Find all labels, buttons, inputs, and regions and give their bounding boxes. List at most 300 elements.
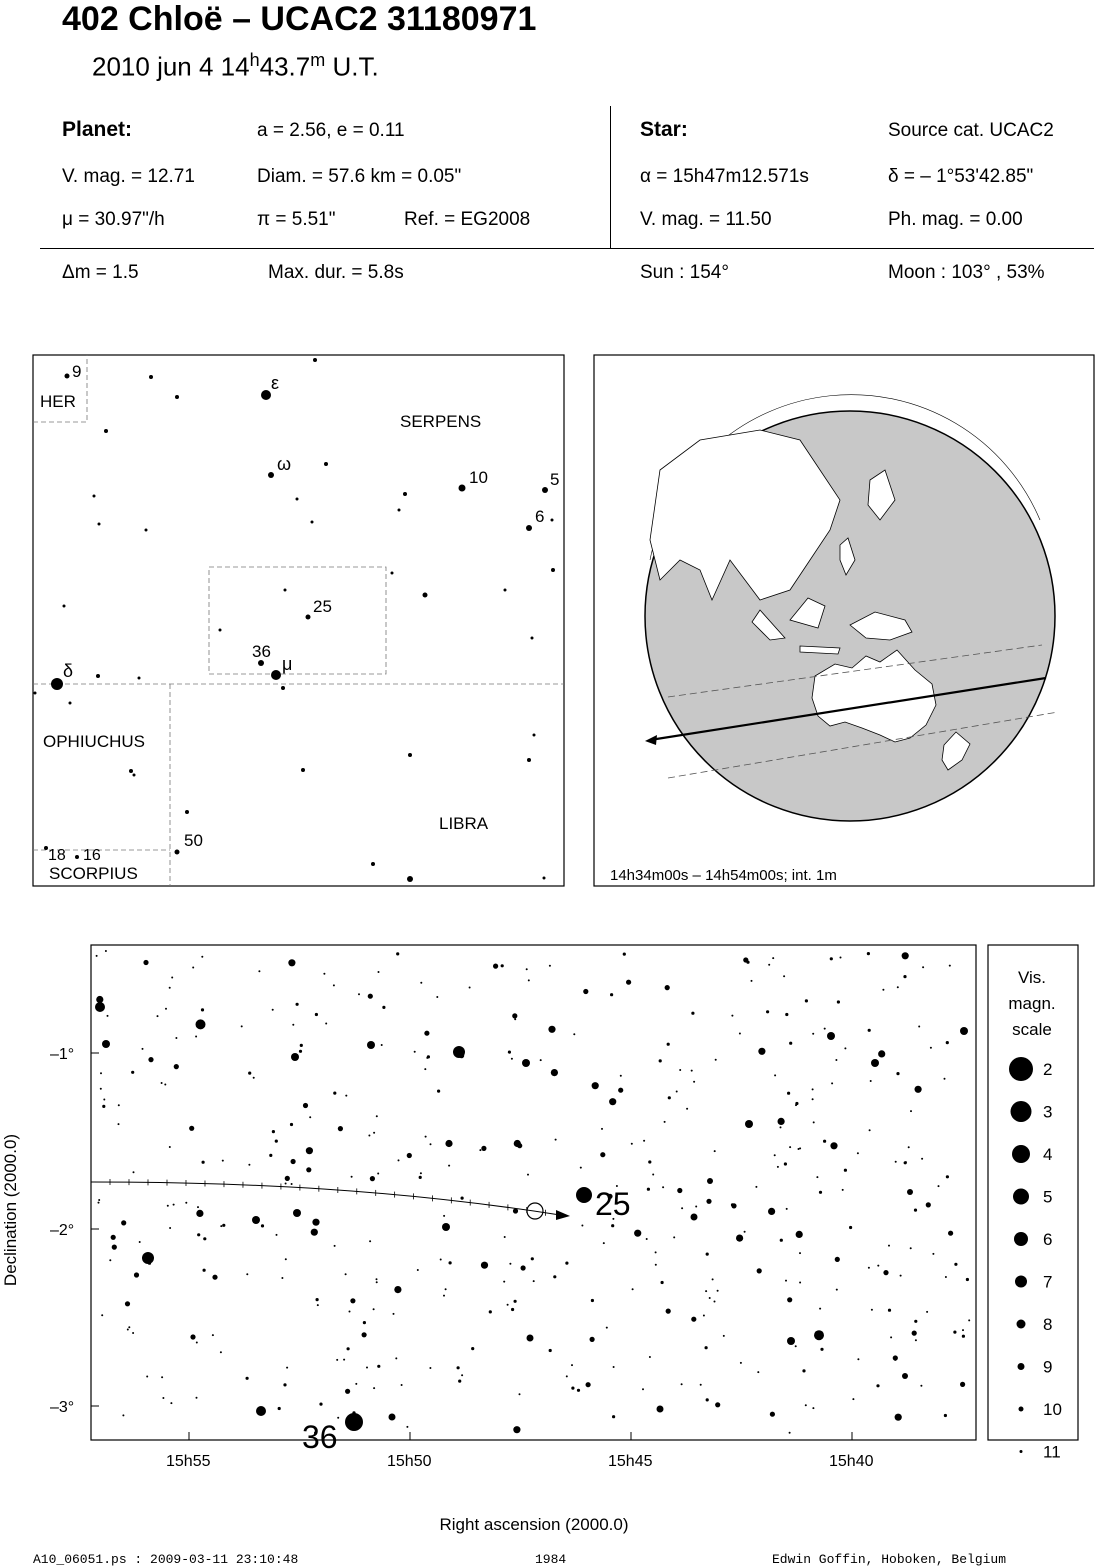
field-star xyxy=(896,1072,899,1075)
field-star xyxy=(652,1174,654,1176)
field-star xyxy=(693,1081,695,1083)
field-star xyxy=(812,1088,814,1090)
finder-star xyxy=(98,523,101,526)
legend-items xyxy=(1009,1057,1062,1462)
field-star xyxy=(743,957,748,962)
shadow-arrow xyxy=(645,735,657,745)
field-star xyxy=(703,1315,705,1317)
field-star xyxy=(540,1059,542,1061)
field-star xyxy=(118,1123,120,1125)
field-star xyxy=(514,1018,516,1020)
field-star xyxy=(489,1310,492,1313)
bright-field-star xyxy=(691,1214,698,1221)
field-star xyxy=(849,1226,852,1229)
field-star xyxy=(368,1135,370,1137)
legend-dot xyxy=(1015,1276,1027,1288)
field-star xyxy=(531,1257,534,1260)
planet-parallax: π = 5.51" xyxy=(257,209,336,230)
field-star xyxy=(705,1290,707,1292)
field-star xyxy=(609,1098,616,1105)
field-star xyxy=(770,1412,775,1417)
field-star xyxy=(222,1160,224,1162)
finder-star xyxy=(219,629,222,632)
field-star xyxy=(334,1245,336,1247)
field-star xyxy=(458,1380,461,1383)
sun-elongation: Sun : 154° xyxy=(640,262,729,283)
field-star xyxy=(882,989,884,991)
field-star xyxy=(642,1388,644,1390)
field-star xyxy=(355,1383,357,1385)
field-star xyxy=(798,1148,800,1150)
minute-sup: m xyxy=(310,50,326,70)
const-ophiuchus: OPHIUCHUS xyxy=(43,732,146,751)
field-star xyxy=(611,1224,614,1227)
finder-star xyxy=(398,509,401,512)
field-star xyxy=(281,1277,283,1279)
x-ticks xyxy=(189,1432,852,1440)
field-star xyxy=(246,1273,248,1275)
field-star xyxy=(787,1297,792,1302)
field-star xyxy=(757,1268,762,1273)
label-epsilon: ε xyxy=(271,373,280,393)
label-mu: μ xyxy=(282,654,293,674)
field-star xyxy=(285,1183,287,1185)
label-omega: ω xyxy=(277,454,292,474)
field-star xyxy=(938,1185,940,1187)
y-tick-1: –1° xyxy=(50,1046,75,1063)
field-star xyxy=(189,1126,194,1131)
field-star xyxy=(350,1298,355,1303)
field-star xyxy=(921,1158,923,1160)
date-text: 2010 jun 4 14 xyxy=(92,51,250,82)
field-star xyxy=(118,1104,120,1106)
field-star xyxy=(306,1147,313,1154)
x-tick-2: 15h50 xyxy=(387,1453,432,1470)
star-source: Source cat. UCAC2 xyxy=(888,120,1054,141)
field-star xyxy=(258,970,260,972)
field-star xyxy=(869,1129,871,1131)
field-star xyxy=(805,999,808,1002)
field-star xyxy=(695,1206,697,1208)
label-16: 16 xyxy=(83,847,101,864)
field-star xyxy=(606,1327,608,1329)
field-star xyxy=(420,982,422,984)
field-star xyxy=(926,1202,931,1207)
field-star xyxy=(161,1082,163,1084)
star-dec: δ = – 1°53'42.85" xyxy=(888,166,1034,187)
legend-dot xyxy=(1014,1232,1028,1246)
field-star xyxy=(772,957,774,959)
planet-motion: μ = 30.97"/h xyxy=(62,209,165,230)
field-star xyxy=(842,1189,844,1191)
field-star xyxy=(241,1025,243,1027)
field-star xyxy=(253,1077,255,1079)
field-star xyxy=(571,1387,574,1390)
field-star xyxy=(926,1311,928,1313)
field-star xyxy=(196,1210,203,1217)
field-star xyxy=(903,975,906,978)
field-star xyxy=(407,1153,412,1158)
legend-dot xyxy=(1017,1320,1026,1329)
finder-star xyxy=(185,810,189,814)
field-star xyxy=(647,1188,650,1191)
field-star xyxy=(835,1257,840,1262)
field-star xyxy=(819,1191,822,1194)
finder-star xyxy=(149,375,153,379)
field-star xyxy=(514,1140,521,1147)
field-star xyxy=(914,1320,917,1323)
field-star xyxy=(830,1142,837,1149)
field-star xyxy=(883,1270,888,1275)
field-star xyxy=(691,1317,696,1322)
finder-star xyxy=(504,589,507,592)
field-star xyxy=(125,1301,130,1306)
field-star xyxy=(319,1403,322,1406)
field-star xyxy=(479,1149,481,1151)
field-star xyxy=(102,1105,105,1108)
field-star xyxy=(786,1208,788,1210)
field-star xyxy=(162,1397,164,1399)
finder-star xyxy=(175,850,180,855)
globe-panel xyxy=(594,355,1094,886)
field-star xyxy=(169,1146,171,1148)
field-star xyxy=(501,964,504,967)
field-star xyxy=(888,1245,890,1247)
field-star xyxy=(437,1090,440,1093)
page-title: 402 Chloë – UCAC2 31180971 xyxy=(62,0,537,38)
field-star xyxy=(905,1161,907,1163)
field-star xyxy=(601,1128,603,1130)
field-star xyxy=(508,1051,511,1054)
delta-mag: Δm = 1.5 xyxy=(62,262,139,283)
field-star xyxy=(868,1029,871,1032)
field-star xyxy=(306,1167,311,1172)
bright-field-star xyxy=(102,1040,110,1048)
field-star xyxy=(333,1092,336,1095)
finder-star xyxy=(93,495,96,498)
field-star xyxy=(780,1239,783,1242)
field-star xyxy=(139,1241,141,1243)
field-star xyxy=(918,1026,920,1028)
legend-mag-label: 5 xyxy=(1043,1187,1053,1207)
detail-frame xyxy=(91,945,976,1440)
field-star xyxy=(222,1224,225,1227)
legend-mag-label: 3 xyxy=(1043,1102,1053,1122)
field-star xyxy=(493,964,498,969)
field-star xyxy=(349,1311,351,1313)
field-star xyxy=(714,1301,716,1303)
field-star xyxy=(323,973,325,975)
field-star xyxy=(912,1331,917,1336)
field-star xyxy=(299,1050,302,1053)
finder-star xyxy=(542,487,548,493)
field-star xyxy=(836,1289,838,1291)
field-star xyxy=(175,1037,177,1039)
footer-code: 1984 xyxy=(535,1552,567,1567)
field-star xyxy=(649,1356,651,1358)
field-star xyxy=(196,1019,206,1029)
field-star xyxy=(469,987,471,989)
field-star xyxy=(190,1334,195,1339)
field-star xyxy=(777,1166,779,1168)
field-star xyxy=(286,1367,288,1369)
field-star xyxy=(648,1160,651,1163)
finder-star xyxy=(459,485,466,492)
field-star xyxy=(551,1069,558,1076)
field-star xyxy=(910,1110,912,1112)
field-star xyxy=(395,1357,397,1359)
field-star xyxy=(768,964,770,966)
field-star xyxy=(774,1154,776,1156)
field-star xyxy=(111,1235,116,1240)
field-star xyxy=(345,1273,347,1275)
field-star xyxy=(744,1231,746,1233)
finder-star xyxy=(104,429,108,433)
bright-field-star xyxy=(657,1406,664,1413)
finder-map xyxy=(33,355,564,886)
field-star xyxy=(363,1321,366,1324)
field-star xyxy=(620,1075,622,1077)
field-star xyxy=(376,1281,378,1283)
field-star xyxy=(755,1186,757,1188)
field-star xyxy=(795,1345,797,1347)
field-star xyxy=(840,957,842,959)
bright-field-star xyxy=(256,1406,266,1416)
finder-star xyxy=(423,593,428,598)
legend-dot xyxy=(1011,1101,1032,1122)
field-star xyxy=(157,1015,159,1017)
field-star xyxy=(203,1237,206,1240)
field-star xyxy=(358,993,360,995)
field-star xyxy=(443,1215,445,1217)
field-star xyxy=(664,1121,666,1123)
finder-star xyxy=(34,692,37,695)
label-delta: δ xyxy=(63,661,74,681)
globe-caption: 14h34m00s – 14h54m00s; int. 1m xyxy=(610,867,837,884)
field-star xyxy=(133,1171,135,1173)
field-star xyxy=(376,1115,378,1117)
field-star xyxy=(291,1183,293,1185)
field-star xyxy=(581,1225,583,1227)
field-star xyxy=(712,1278,714,1280)
field-star xyxy=(203,1269,206,1272)
field-star xyxy=(291,1159,296,1164)
field-star xyxy=(212,1334,214,1336)
field-star xyxy=(686,1108,688,1110)
field-star xyxy=(283,1383,286,1386)
field-star xyxy=(835,1059,837,1061)
field-star xyxy=(565,1262,568,1265)
field-star xyxy=(548,1026,555,1033)
field-star xyxy=(714,1150,716,1152)
field-star xyxy=(812,1033,814,1035)
const-libra: LIBRA xyxy=(439,814,489,833)
bright-field-star xyxy=(827,1032,835,1040)
field-star xyxy=(667,1043,670,1046)
field-star xyxy=(507,1304,509,1306)
finder-star xyxy=(129,769,133,773)
field-star xyxy=(436,996,438,998)
finder-star xyxy=(391,572,394,575)
finder-star xyxy=(324,462,328,466)
field-star xyxy=(169,1227,171,1229)
field-star xyxy=(220,1351,222,1353)
label-25: 25 xyxy=(313,597,332,616)
field-star xyxy=(705,1346,708,1349)
field-star xyxy=(303,1103,308,1108)
field-star xyxy=(429,1367,431,1369)
bright-field-star xyxy=(527,1335,534,1342)
field-star xyxy=(795,1102,798,1105)
label-18: 18 xyxy=(48,847,66,864)
field-star xyxy=(805,1404,807,1406)
field-star xyxy=(202,1161,205,1164)
field-star xyxy=(398,1159,400,1161)
field-star xyxy=(445,1140,452,1147)
field-star xyxy=(789,1146,791,1148)
bright-field-star xyxy=(745,1120,753,1128)
field-star xyxy=(426,1057,428,1059)
field-star xyxy=(195,1036,197,1038)
x-tick-4: 15h40 xyxy=(829,1453,874,1470)
field-star xyxy=(261,1224,264,1227)
field-star xyxy=(962,1335,965,1338)
field-star xyxy=(146,1376,148,1378)
const-serpens: SERPENS xyxy=(400,412,482,431)
legend-mag-label: 4 xyxy=(1043,1145,1053,1164)
field-star xyxy=(461,1197,464,1200)
field-star xyxy=(373,1308,375,1310)
field-star xyxy=(954,1263,957,1266)
field-star xyxy=(623,953,626,956)
field-star xyxy=(922,966,924,968)
finder-star xyxy=(261,390,271,400)
star-25-label: 25 xyxy=(595,1186,631,1222)
field-star xyxy=(717,1290,719,1292)
field-star xyxy=(895,1161,897,1163)
field-star xyxy=(368,994,373,999)
field-star xyxy=(870,1080,872,1082)
bright-field-star xyxy=(367,1041,375,1049)
label-36: 36 xyxy=(252,642,271,661)
field-star xyxy=(962,1329,964,1331)
y-tick-3: –3° xyxy=(50,1399,75,1416)
field-star xyxy=(610,993,613,996)
field-star xyxy=(888,1309,891,1312)
field-star xyxy=(758,1048,765,1055)
field-star xyxy=(844,1047,846,1049)
finder-boundaries xyxy=(33,355,564,886)
field-star xyxy=(401,1384,403,1386)
star-vmag: V. mag. = 11.50 xyxy=(640,209,772,230)
field-star xyxy=(592,1082,599,1089)
field-star xyxy=(425,1136,427,1138)
bright-field-star xyxy=(907,1189,913,1195)
field-star xyxy=(632,1288,634,1290)
field-star xyxy=(789,1042,792,1045)
field-star xyxy=(317,1304,319,1306)
finder-star xyxy=(133,774,136,777)
field-star xyxy=(739,1033,741,1035)
field-star xyxy=(127,1329,129,1331)
field-star xyxy=(275,1140,278,1143)
field-star xyxy=(655,1251,657,1253)
minute-text: 43.7 xyxy=(259,51,311,82)
bright-field-star xyxy=(453,1046,465,1058)
field-star xyxy=(196,1342,198,1344)
field-star xyxy=(197,1206,199,1208)
field-star xyxy=(417,1269,419,1271)
field-star xyxy=(691,1012,694,1015)
field-star xyxy=(612,1415,615,1418)
label-50: 50 xyxy=(184,831,203,850)
field-star xyxy=(288,959,295,966)
field-star xyxy=(706,1398,709,1401)
field-star xyxy=(857,1358,859,1360)
axis-ticks xyxy=(91,1053,852,1440)
const-scorpius: SCORPIUS xyxy=(49,864,138,883)
field-star xyxy=(867,952,870,955)
field-star xyxy=(681,1383,683,1385)
finder-star xyxy=(311,521,314,524)
field-star xyxy=(109,1259,111,1261)
finder-star xyxy=(284,589,287,592)
field-star xyxy=(580,1167,582,1169)
bright-field-star xyxy=(442,1223,450,1231)
field-star xyxy=(819,1308,821,1310)
field-star xyxy=(583,989,588,994)
field-star xyxy=(533,1280,535,1282)
finder-star xyxy=(533,734,536,737)
field-star xyxy=(820,1348,823,1351)
finder-star xyxy=(371,862,375,866)
moon-info: Moon : 103° , 53% xyxy=(888,262,1045,283)
finder-star xyxy=(69,702,72,705)
field-star xyxy=(946,1175,949,1178)
field-star xyxy=(309,1116,311,1118)
finder-star xyxy=(51,678,63,690)
bright-field-star xyxy=(787,1337,795,1345)
field-star xyxy=(655,1264,657,1266)
field-star xyxy=(785,1280,787,1282)
field-star xyxy=(852,1398,854,1400)
field-star xyxy=(201,956,203,958)
field-star xyxy=(443,1295,445,1297)
asteroid-track xyxy=(91,1182,560,1215)
field-star xyxy=(174,1064,179,1069)
field-star xyxy=(953,1331,956,1334)
legend-mag-label: 2 xyxy=(1043,1060,1053,1079)
field-star xyxy=(634,1230,641,1237)
field-star xyxy=(740,1362,742,1364)
field-star xyxy=(785,1013,788,1016)
field-star xyxy=(731,1203,736,1208)
legend-dot xyxy=(1013,1189,1029,1205)
planet-vmag: V. mag. = 12.71 xyxy=(62,166,195,187)
field-star xyxy=(813,1121,815,1123)
field-star xyxy=(871,1309,873,1311)
field-star xyxy=(419,1176,422,1179)
field-star xyxy=(968,1319,970,1321)
field-star xyxy=(220,1225,222,1227)
finder-star xyxy=(551,568,555,572)
field-star xyxy=(100,1088,102,1090)
detail-stars xyxy=(95,950,970,1435)
field-star xyxy=(394,1286,401,1293)
field-star xyxy=(519,1393,521,1395)
y-ticks xyxy=(91,1053,99,1406)
finder-star xyxy=(96,674,100,678)
